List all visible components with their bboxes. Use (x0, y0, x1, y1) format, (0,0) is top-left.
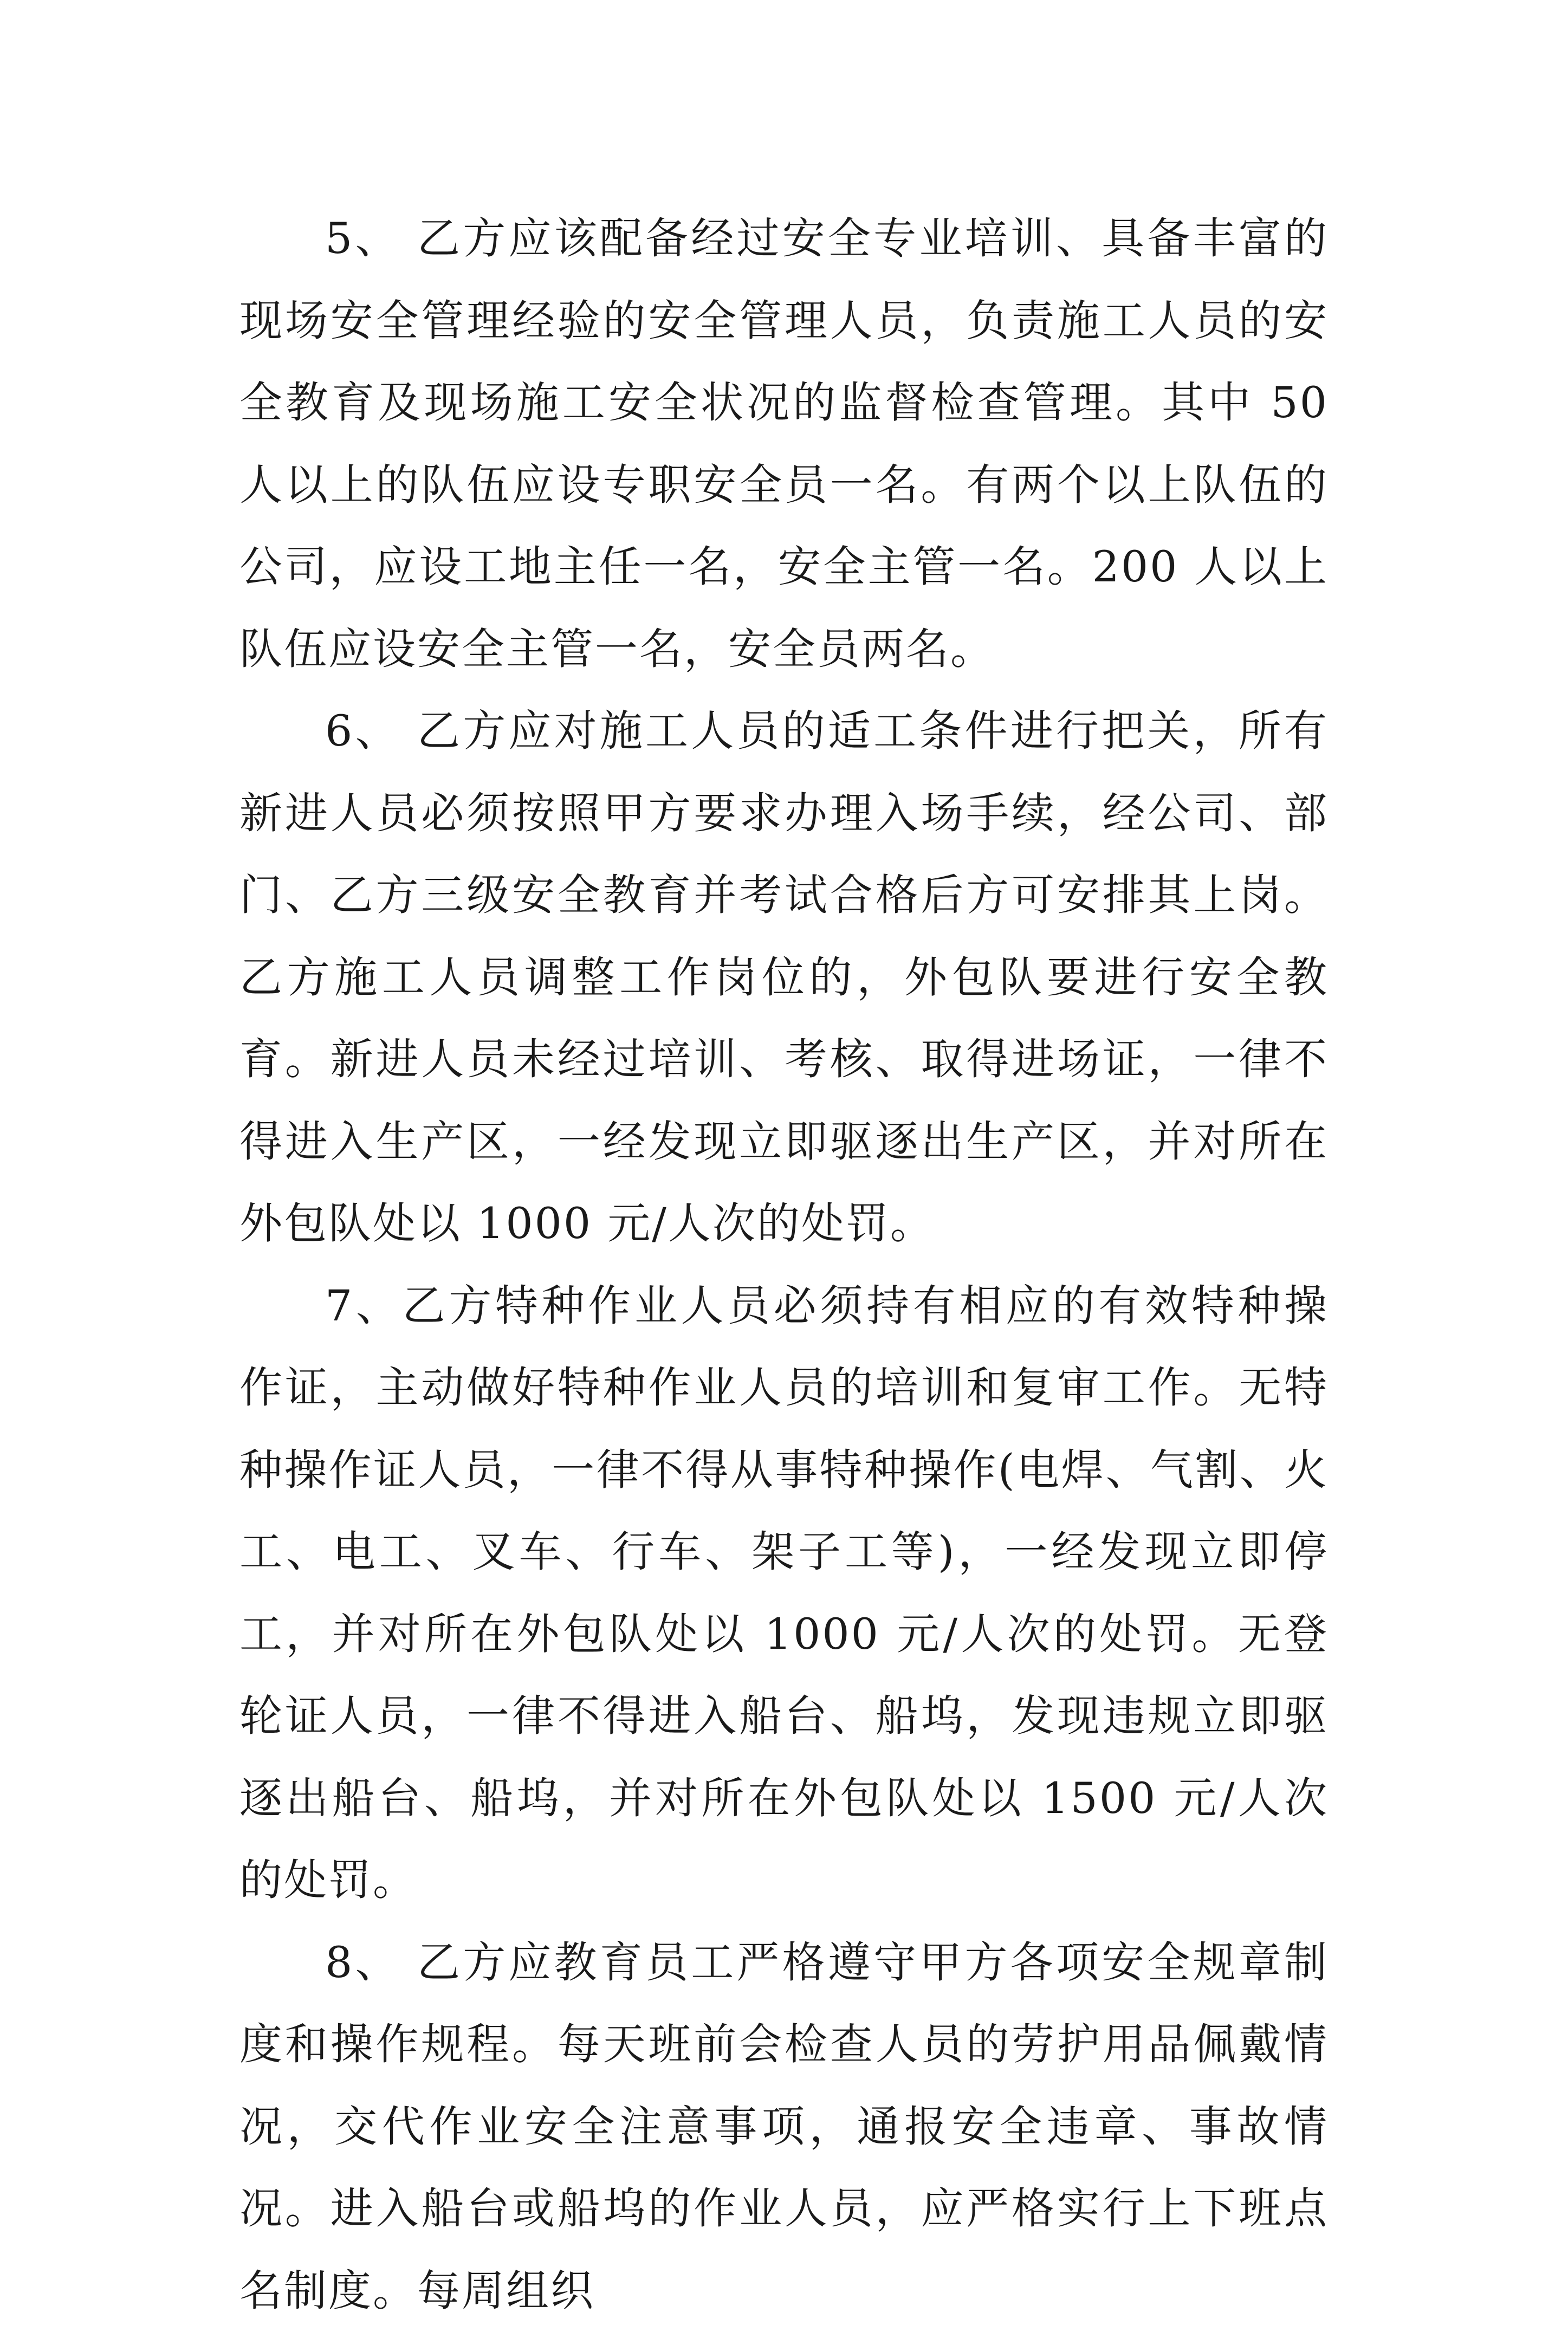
paragraph-clause-8: 8、 乙方应教育员工严格遵守甲方各项安全规章制度和操作规程。每天班前会检查人员的劳护用品佩戴情况，交代作业安全注意事项，通报安全违章、事故情况。进入船台或船坞的作业人员，应严格实行上下班点名制度。每周组织 (239, 1922, 1329, 2332)
paragraph-clause-5: 5、 乙方应该配备经过安全专业培训、具备丰富的现场安全管理经验的安全管理人员，负责施工人员的安全教育及现场施工安全状况的监督检查管理。其中 50 人以上的队伍应设专职安全员一名。有两个以上队伍的公司，应设工地主任一名，安全主管一名。200 人以上队伍应设安全主管一名，安全员两名。 (239, 198, 1329, 690)
paragraph-clause-7: 7、乙方特种作业人员必须持有相应的有效特种操作证，主动做好特种作业人员的培训和复审工作。无特种操作证人员，一律不得从事特种操作(电焊、气割、火工、电工、叉车、行车、架子工等)，一经发现立即停工，并对所在外包队处以 1000 元/人次的处罚。无登轮证人员，一律不得进入船台、船坞，发现违规立即驱逐出船台、船坞，并对所在外包队处以 1500 元/人次的处罚。 (239, 1265, 1329, 1922)
paragraph-clause-6: 6、 乙方应对施工人员的适工条件进行把关，所有新进人员必须按照甲方要求办理入场手续，经公司、部门、乙方三级安全教育并考试合格后方可安排其上岗。乙方施工人员调整工作岗位的，外包队要进行安全教育。新进人员未经过培训、考核、取得进场证，一律不得进入生产区，一经发现立即驱逐出生产区，并对所在外包队处以 1000 元/人次的处罚。 (239, 690, 1329, 1265)
document-body (239, 198, 1329, 2332)
